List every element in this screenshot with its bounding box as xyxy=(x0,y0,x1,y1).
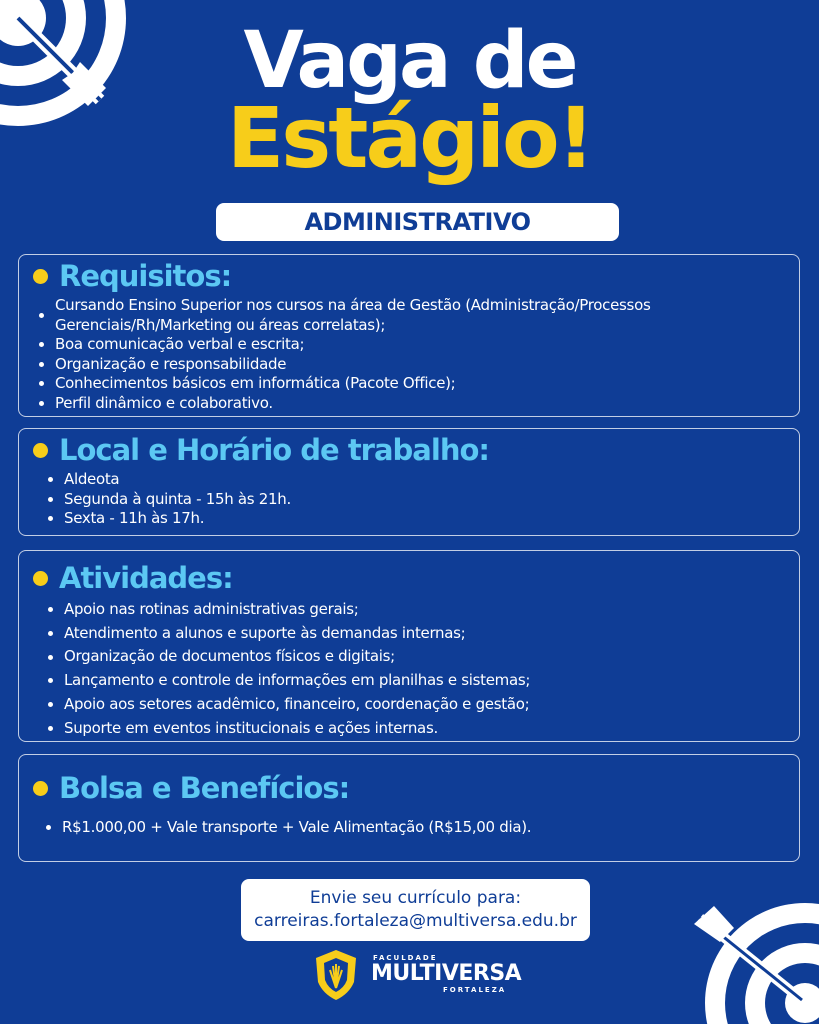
list-item: Organização e responsabilidade xyxy=(37,355,777,375)
atividades-list xyxy=(46,598,786,740)
bolsa-list xyxy=(44,817,784,837)
bolsa-title: Bolsa e Benefícios: xyxy=(59,771,350,805)
section-local xyxy=(18,428,800,536)
section-title xyxy=(33,259,231,293)
requisitos-list xyxy=(37,296,777,413)
local-title: Local e Horário de trabalho: xyxy=(59,433,489,467)
list-item: Apoio aos setores acadêmico, financeiro, coordenação e gestão; xyxy=(46,693,786,717)
list-item: Segunda à quinta - 15h às 21h. xyxy=(46,490,746,510)
list-item: Lançamento e controle de informações em planilhas e sistemas; xyxy=(46,669,786,693)
title-line-1: Vaga de xyxy=(243,16,576,106)
list-item: Suporte em eventos institucionais e ações internas. xyxy=(46,717,786,741)
area-badge: ADMINISTRATIVO xyxy=(216,203,619,241)
section-title xyxy=(33,561,233,595)
list-item: Cursando Ensino Superior nos cursos na área de Gestão (Administração/Processos Gerenciais/Rh/Marketing ou áreas correlatas); xyxy=(37,296,777,335)
requisitos-title: Requisitos: xyxy=(59,259,232,293)
shield-logo-icon xyxy=(313,948,359,1002)
atividades-title: Atividades: xyxy=(59,561,233,595)
local-list xyxy=(46,470,746,529)
bullet-dot-icon xyxy=(33,443,48,458)
bullet-dot-icon xyxy=(33,269,48,284)
list-item: Atendimento a alunos e suporte às demandas internas; xyxy=(46,622,786,646)
logo-name: MULTIVERSA xyxy=(371,961,522,986)
cta-label: Envie seu currículo para: xyxy=(309,888,522,908)
list-item: Perfil dinâmico e colaborativo. xyxy=(37,394,777,414)
list-item: R$1.000,00 + Vale transporte + Vale Alimentação (R$15,00 dia). xyxy=(44,817,784,837)
section-title xyxy=(33,771,349,805)
list-item: Sexta - 11h às 17h. xyxy=(46,509,746,529)
logo-top-text: FACULDADE xyxy=(373,954,438,962)
cta-box xyxy=(241,879,590,941)
title-line-2: Estágio! xyxy=(226,89,593,187)
bullet-dot-icon xyxy=(33,781,48,796)
section-requisitos xyxy=(18,254,800,417)
list-item: Organização de documentos físicos e digitais; xyxy=(46,645,786,669)
target-arrow-icon xyxy=(690,898,819,1024)
list-item: Apoio nas rotinas administrativas gerais; xyxy=(46,598,786,622)
section-atividades xyxy=(18,550,800,742)
section-title xyxy=(33,433,489,467)
section-bolsa xyxy=(18,754,800,862)
logo-bottom-text: FORTALEZA xyxy=(443,986,507,994)
bullet-dot-icon xyxy=(33,571,48,586)
list-item: Boa comunicação verbal e escrita; xyxy=(37,335,777,355)
multiversa-logo xyxy=(313,948,523,1004)
list-item: Aldeota xyxy=(46,470,746,490)
list-item: Conhecimentos básicos em informática (Pacote Office); xyxy=(37,374,777,394)
cta-email-link[interactable]: carreiras.fortaleza@multiversa.edu.br xyxy=(254,911,577,931)
